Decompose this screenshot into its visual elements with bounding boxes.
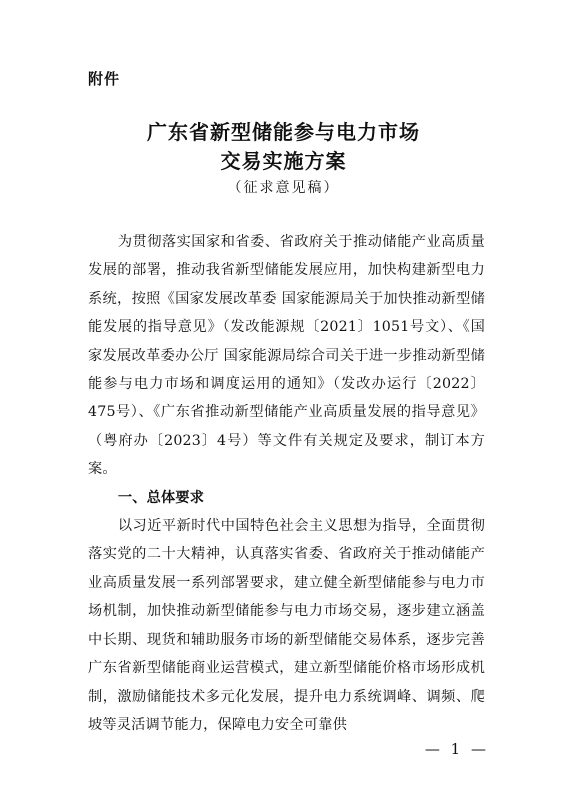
document-body — [88, 228, 485, 739]
document-title-line1: 广东省新型储能参与电力市场 — [147, 120, 420, 144]
attachment-label: 附件 — [88, 70, 121, 88]
document-title-line2: 交易实施方案 — [220, 149, 347, 173]
general-requirements-paragraph: 以习近平新时代中国特色社会主义思想为指导，全面贯彻落实党的二十大精神，认真落实省委、省政府关于推动储能产业高质量发展一系列部署要求，建立健全新型储能参与电力市场机制，加快推动新型储能参与电力市场交易，逐步建立涵盖中长期、现货和辅助服务市场的新型储能交易体系，逐步完善广东省新型储能商业运营模式，建立新型储能价格市场形成机制，激励储能技术多元化发展，提升电力系统调峰、调频、爬坡等灵活调节能力，保障电力安全可靠供 — [88, 518, 485, 733]
intro-paragraph: 为贯彻落实国家和省委、省政府关于推动储能产业高质量发展的部署，推动我省新型储能发展应用，加快构建新型电力系统，按照《国家发展改革委 国家能源局关于加快推动新型储能发展的指导意见》（发改能源规〔2021〕1051号文）、《国家发展改革委办公厅 国家能源局综合司关于进一步推动新型储能参与电力市场和调度运用的通知》（发改办运行〔2022〕475号）、《广东省推动新型储能产业高质量发展的指导意见》（粤府办〔2023〕4号）等文件有关规定及要求，制订本方案。 — [88, 234, 485, 478]
section-heading-general-requirements: 一、总体要求 — [117, 489, 205, 506]
document-subtitle: （征求意见稿） — [227, 180, 340, 196]
page-number: — 1 — — [424, 740, 489, 758]
